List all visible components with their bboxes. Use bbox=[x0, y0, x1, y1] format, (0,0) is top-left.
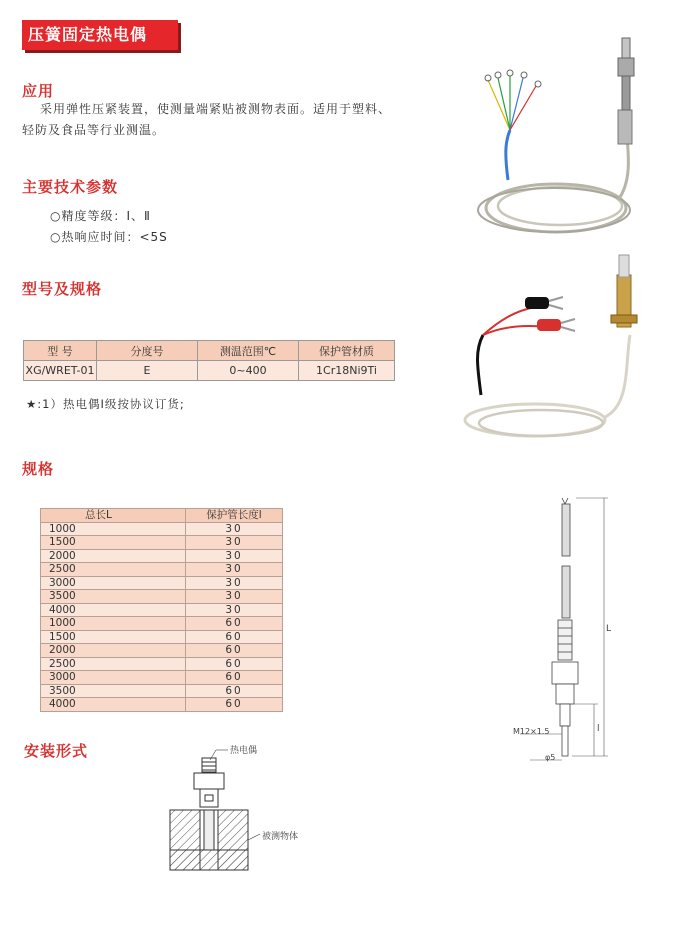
spec-table-row bbox=[41, 617, 283, 631]
model-cell: E bbox=[97, 361, 198, 381]
model-table-row bbox=[24, 361, 395, 381]
model-heading: 型号及规格 bbox=[22, 280, 103, 298]
label-thread: M12×1.5 bbox=[513, 727, 550, 736]
spec-table bbox=[40, 508, 283, 712]
spec-tube-length-cell: 30 bbox=[186, 563, 283, 577]
application-text-line1: 采用弹性压紧装置，使测量端紧贴被测物表面。适用于塑料、 bbox=[40, 102, 392, 116]
spec-tube-length-cell: 60 bbox=[186, 698, 283, 712]
label-diameter: φ5 bbox=[545, 753, 556, 762]
spec-tube-length-cell: 60 bbox=[186, 684, 283, 698]
spec-tube-length-cell: 60 bbox=[186, 671, 283, 685]
spec-tube-length-cell: 60 bbox=[186, 644, 283, 658]
spec-total-length-cell: 2500 bbox=[41, 563, 186, 577]
model-header-cell: 分度号 bbox=[97, 341, 198, 361]
model-table bbox=[23, 340, 395, 381]
dimension-drawing bbox=[500, 490, 620, 780]
spec-tube-length-cell: 30 bbox=[186, 536, 283, 550]
page-title: 压簧固定热电偶 bbox=[22, 20, 178, 50]
model-note: ★:1）热电偶Ⅰ级按协议订货; bbox=[26, 397, 185, 411]
measured-object bbox=[170, 810, 248, 870]
spec-table-row bbox=[41, 576, 283, 590]
model-header-cell: 保护管材质 bbox=[299, 341, 395, 361]
spec-table-row bbox=[41, 563, 283, 577]
params-heading: 主要技术参数 bbox=[22, 178, 119, 196]
model-header-cell: 型 号 bbox=[24, 341, 97, 361]
spec-total-length-cell: 1000 bbox=[41, 617, 186, 631]
spec-table-row bbox=[41, 549, 283, 563]
coiled-cable-image bbox=[478, 38, 634, 232]
spec-total-length-cell: 3500 bbox=[41, 590, 186, 604]
spec-total-length-cell: 2000 bbox=[41, 549, 186, 563]
spec-total-length-cell: 2000 bbox=[41, 644, 186, 658]
label-total-length: L bbox=[606, 624, 612, 634]
spec-total-length-cell: 4000 bbox=[41, 698, 186, 712]
spec-tube-length-cell: 60 bbox=[186, 657, 283, 671]
label-measured-object: 被测物体 bbox=[262, 832, 299, 842]
spec-total-length-cell: 3500 bbox=[41, 684, 186, 698]
spec-table-row bbox=[41, 657, 283, 671]
product-photo-2 bbox=[455, 245, 670, 445]
install-diagram bbox=[160, 740, 320, 875]
spec-tube-length-cell: 60 bbox=[186, 630, 283, 644]
spec-table-row bbox=[41, 536, 283, 550]
model-cell: 1Cr18Ni9Ti bbox=[299, 361, 395, 381]
spec-total-length-cell: 3000 bbox=[41, 576, 186, 590]
spec-tube-length-cell: 30 bbox=[186, 576, 283, 590]
spec-tube-length-cell: 30 bbox=[186, 603, 283, 617]
product-photo-1 bbox=[468, 30, 668, 240]
spec-table-row bbox=[41, 590, 283, 604]
spec-table-row bbox=[41, 603, 283, 617]
spec-table-row bbox=[41, 684, 283, 698]
spec-header-cell: 保护管长度l bbox=[186, 509, 283, 523]
application-text-line2: 轻防及食品等行业测温。 bbox=[22, 123, 166, 137]
model-header-cell: 测温范围℃ bbox=[198, 341, 299, 361]
spec-total-length-cell: 3000 bbox=[41, 671, 186, 685]
spec-table-row bbox=[41, 630, 283, 644]
install-heading: 安装形式 bbox=[24, 742, 89, 760]
spec-table-row bbox=[41, 698, 283, 712]
param-accuracy: ○精度等级：Ⅰ、Ⅱ bbox=[50, 209, 151, 223]
spec-tube-length-cell: 30 bbox=[186, 522, 283, 536]
spec-total-length-cell: 1500 bbox=[41, 630, 186, 644]
sensor-outline bbox=[552, 498, 578, 756]
label-thermocouple: 热电偶 bbox=[230, 746, 258, 756]
param-response-time: ○热响应时间：<5S bbox=[50, 230, 168, 244]
spec-table-row bbox=[41, 522, 283, 536]
spec-tube-length-cell: 30 bbox=[186, 590, 283, 604]
spec-total-length-cell: 4000 bbox=[41, 603, 186, 617]
spec-total-length-cell: 2500 bbox=[41, 657, 186, 671]
spec-table-row bbox=[41, 644, 283, 658]
spec-table-header bbox=[41, 509, 283, 523]
clip-cable-image bbox=[465, 255, 637, 436]
thermocouple-head bbox=[194, 758, 224, 807]
model-cell: 0~400 bbox=[198, 361, 299, 381]
label-tube-length: l bbox=[597, 724, 600, 734]
spec-total-length-cell: 1000 bbox=[41, 522, 186, 536]
spec-table-row bbox=[41, 671, 283, 685]
spec-total-length-cell: 1500 bbox=[41, 536, 186, 550]
spec-tube-length-cell: 30 bbox=[186, 549, 283, 563]
model-cell: XG/WRET-01 bbox=[24, 361, 97, 381]
spec-tube-length-cell: 60 bbox=[186, 617, 283, 631]
model-table-header bbox=[24, 341, 395, 361]
spec-header-cell: 总长L bbox=[41, 509, 186, 523]
spec-heading: 规格 bbox=[22, 460, 55, 478]
application-heading: 应用 bbox=[22, 82, 55, 100]
